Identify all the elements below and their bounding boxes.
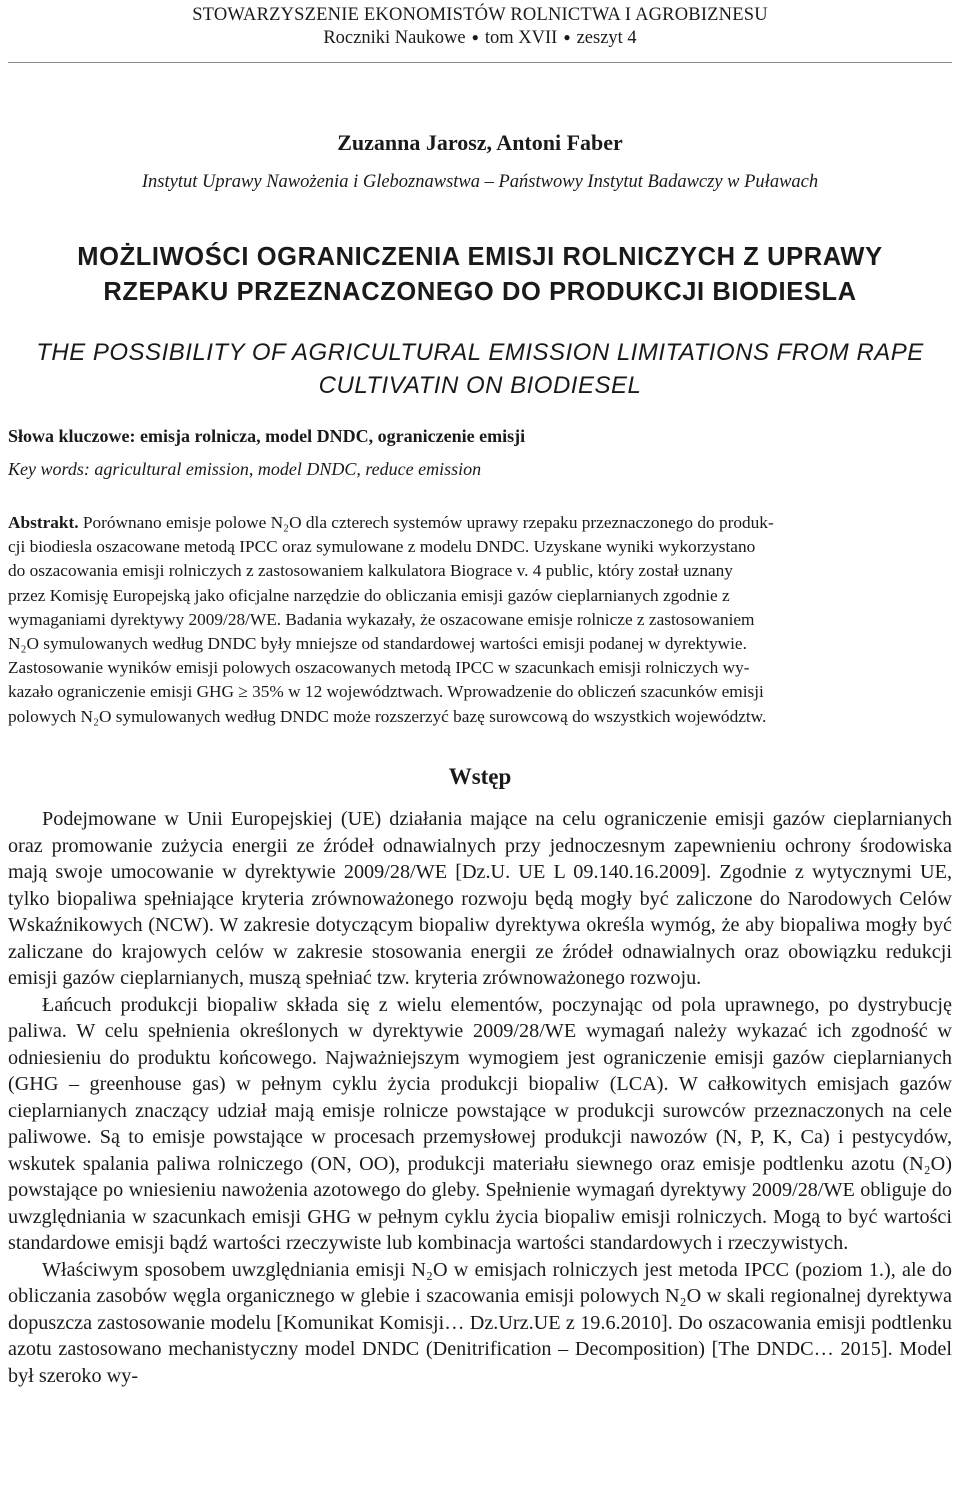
body-text <box>8 806 952 1389</box>
society-name: STOWARZYSZENIE EKONOMISTÓW ROLNICTWA I AGROBIZNESU <box>192 5 768 25</box>
abstract-line: Zastosowanie wyników emisji polowych oszacowanych metodą IPCC w szacunkach emisji rolniczych wy- <box>8 658 750 678</box>
abstract-line: cji biodiesla oszacowane metodą IPCC oraz symulowane z modelu DNDC. Uzyskane wyniki wykorzystano <box>8 537 756 557</box>
section-heading: Wstęp <box>448 764 512 789</box>
paragraph: Podejmowane w Unii Europejskiej (UE) działania mające na celu ograniczenie emisji gazów cieplarnianych oraz promowanie zużycia energii ze źródeł odnawialnych przy jednoczesnym zapewnieniu ochrony środowiska mają swoje umocowanie w dyrektywie 2009/28/WE [Dz.U. UE L 09.140.16.2009]. Zgodnie z wytycznymi UE, tylko biopaliwa spełniające kryteria zrównoważonego rozwoju będą mogły być zaliczone do Narodowych Celów Wskaźnikowych (NCW). W zakresie dotyczącym biopaliw dyrektywa określa wymóg, że aby biopaliwa mogły być zaliczane do krajowych celów w zakresie stosowania energii ze źródeł odnawialnych oraz obowiązku redukcji emisji gazów cieplarnianych, muszą spełniać tzw. kryteria zrównoważonego rozwoju. <box>8 808 952 989</box>
paragraph: Łańcuch produkcji biopaliw składa się z wielu elementów, poczynając od pola uprawnego, po dystrybucję paliwa. W celu spełnienia określonych w dyrektywie 2009/28/WE wymagań należy wykazać ich zgodność w odniesieniu do produktu końcowego. Najważniejszym wymogiem jest ograniczenie emisji gazów cieplarnianych (GHG – greenhouse gas) w pełnym cyklu życia produkcji biopaliw (LCA). W całkowitych emisjach gazów cieplarnianych znaczący udział mają emisje rolnicze powstające w produkcji surowców przeznaczonych na cele paliwowe. Są to emisje powstające w procesach przemysłowej produkcji nawozów (N, P, K, Ca) i pestycydów, wskutek spalania paliwa rolniczego (ON, OO), produkcji materiału siewnego oraz emisje podtlenku azotu (N₂O) powstające po wniesieniu nawożenia azotowego do gleby. Spełnienie wymagań dyrektywy 2009/28/WE obliguje do uwzględniania w szacunkach emisji GHG w pełnym cyklu życia biopaliw emisji rolniczych. Mogą to być wartości standardowe emisji bądź wartości rzeczywiste lub kombinacja wartości standardowych i rzeczywistych. <box>8 993 952 1254</box>
abstract-line: do oszacowania emisji rolniczych z zastosowaniem kalkulatora Biograce v. 4 public, który został uznany <box>8 561 733 581</box>
journal-name: Roczniki Naukowe <box>323 28 466 48</box>
abstract-label: Abstrakt. <box>8 513 79 532</box>
abstract-line <box>8 511 952 535</box>
abstract <box>8 511 952 729</box>
journal-line <box>0 26 960 49</box>
title-english-line: THE POSSIBILITY OF AGRICULTURAL EMISSION LIMITATIONS FROM RAPE <box>36 339 924 366</box>
paragraph: Właściwym sposobem uwzględniania emisji N₂O w emisjach rolniczych jest metoda IPCC (poziom 1.), ale do obliczania zasobów węgla organicznego w glebie i szacowania emisji polowych N₂O w skali regionalnej dyrektywa dopuszcza zastosowanie modelu [Komunikat Komisji… Dz.Urz.UE z 19.6.2010]. Do oszacowania emisji podtlenku azotu zastosowano mechanistyczny model DNDC (Denitrification – Decomposition) [The DNDC… 2015]. Model był szeroko wy- <box>8 1258 952 1387</box>
journal-volume: tom XVII <box>484 28 558 48</box>
abstract-line: wymaganiami dyrektywy 2009/28/WE. Badania wykazały, że oszacowane emisje rolnicze z zastosowaniem <box>8 609 755 629</box>
black-dot-icon: ● <box>563 30 571 44</box>
header-divider <box>8 62 952 63</box>
abstract-line: N₂O symulowanych według DNDC były mniejsze od standardowej wartości emisji podanej w dyrektywie. <box>8 634 747 654</box>
title-english <box>0 336 960 402</box>
abstract-line: polowych N₂O symulowanych według DNDC może rozszerzyć bazę surowcową do wszystkich województw. <box>8 706 767 726</box>
title-english-line: CULTIVATIN ON BIODIESEL <box>318 372 642 399</box>
abstract-line: przez Komisję Europejską jako oficjalne narzędzie do obliczania emisji gazów cieplarnianych zgodnie z <box>8 585 730 605</box>
black-dot-icon: ● <box>471 30 479 44</box>
abstract-text: Porównano emisje polowe N₂O dla czterech systemów uprawy rzepaku przeznaczonego do produk- <box>82 513 774 532</box>
keywords-polish: Słowa kluczowe: emisja rolnicza, model DNDC, ograniczenie emisji <box>8 426 526 446</box>
title-polish-line: RZEPAKU PRZEZNACZONEGO DO PRODUKCJI BIODIESLA <box>103 278 857 306</box>
journal-issue: zeszyt 4 <box>576 28 637 48</box>
title-polish <box>0 240 960 310</box>
title-polish-line: MOŻLIWOŚCI OGRANICZENIA EMISJI ROLNICZYCH Z UPRAWY <box>77 243 883 271</box>
affiliation: Instytut Uprawy Nawożenia i Gleboznawstwa – Państwowy Instytut Badawczy w Puławach <box>141 172 819 192</box>
journal-header <box>0 0 960 49</box>
authors: Zuzanna Jarosz, Antoni Faber <box>337 130 623 155</box>
keywords-english: Key words: agricultural emission, model DNDC, reduce emission <box>8 459 482 479</box>
abstract-line: kazało ograniczenie emisji GHG ≥ 35% w 12 województwach. Wprowadzenie do obliczeń szacunków emisji <box>8 682 764 702</box>
